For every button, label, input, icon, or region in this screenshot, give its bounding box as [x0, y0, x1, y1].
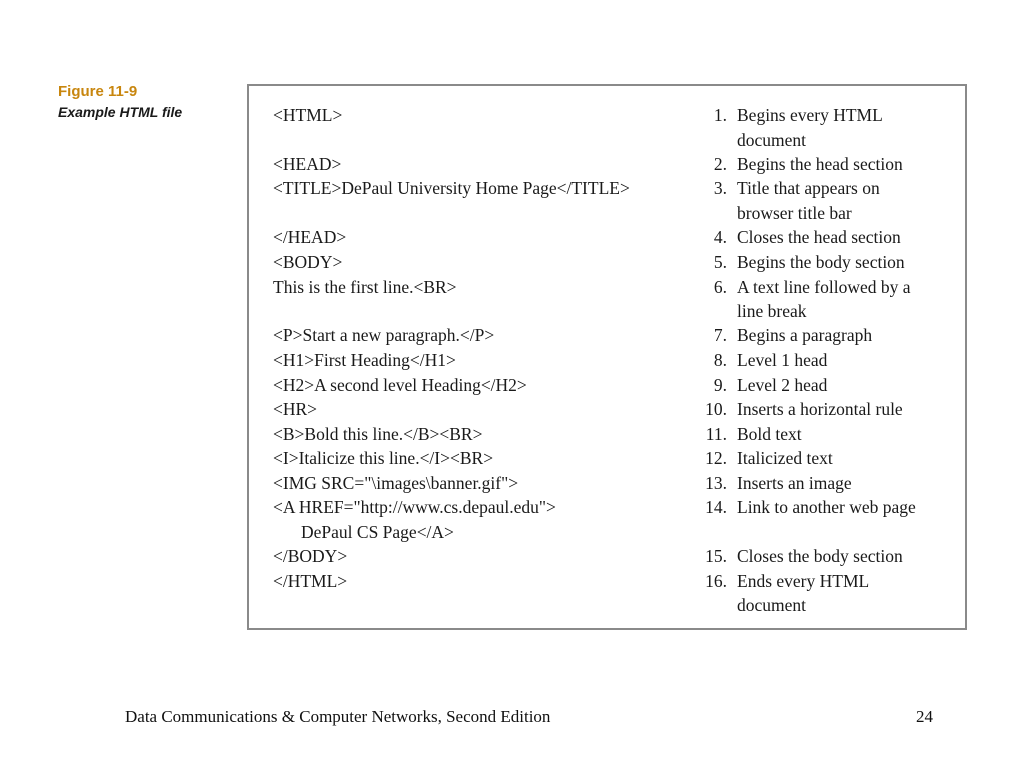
note-text: Closes the head section	[737, 227, 901, 247]
code-line: <IMG SRC="\images\banner.gif">	[273, 473, 519, 493]
code-line: <HTML>	[273, 105, 343, 125]
note-number: 8.	[713, 350, 727, 370]
code-line: </HTML>	[273, 571, 348, 591]
note-text: Closes the body section	[737, 546, 903, 566]
note-number: 1.	[713, 105, 727, 125]
footer-page-number: 24	[916, 707, 933, 726]
note-text: Italicized text	[737, 448, 833, 468]
figure-title: Example HTML file	[58, 104, 183, 120]
note-text: Begins every HTML	[737, 105, 883, 125]
code-line: <P>Start a new paragraph.</P>	[273, 325, 495, 345]
note-text: Link to another web page	[737, 497, 916, 517]
footer-book-title: Data Communications & Computer Networks, Second Edition	[125, 707, 551, 726]
code-line: <B>Bold this line.</B><BR>	[273, 424, 483, 444]
note-number: 16.	[705, 571, 727, 591]
note-text: A text line followed by a	[737, 277, 911, 297]
note-number: 2.	[713, 154, 727, 174]
code-line: DePaul CS Page</A>	[301, 522, 454, 542]
note-number: 5.	[713, 252, 727, 272]
code-line: <TITLE>DePaul University Home Page</TITLE>	[273, 178, 630, 198]
code-line: </HEAD>	[273, 227, 347, 247]
note-text: Begins the head section	[737, 154, 903, 174]
note-text: Inserts an image	[737, 473, 852, 493]
note-text: Inserts a horizontal rule	[737, 399, 903, 419]
note-number: 11.	[705, 424, 727, 444]
code-line: <H2>A second level Heading</H2>	[273, 375, 527, 395]
figure-caption	[58, 82, 182, 122]
code-line: This is the first line.<BR>	[273, 277, 457, 297]
note-text: document	[737, 595, 807, 615]
note-text: Bold text	[737, 424, 802, 444]
code-line: <H1>First Heading</H1>	[273, 350, 456, 370]
figure-number: Figure 11-9	[58, 83, 138, 100]
note-text: Begins a paragraph	[737, 325, 873, 345]
note-number: 12.	[705, 448, 727, 468]
code-line: <BODY>	[273, 252, 343, 272]
code-line: </BODY>	[273, 546, 348, 566]
note-text: Level 1 head	[737, 350, 828, 370]
note-text: document	[737, 130, 807, 150]
code-line: <HR>	[273, 399, 318, 419]
code-line: <I>Italicize this line.</I><BR>	[273, 448, 494, 468]
note-text: browser title bar	[737, 203, 852, 223]
note-number: 10.	[705, 399, 727, 419]
note-text: Ends every HTML	[737, 571, 870, 591]
note-number: 6.	[713, 277, 727, 297]
note-number: 15.	[705, 546, 727, 566]
code-line: <HEAD>	[273, 154, 342, 174]
note-number: 13.	[705, 473, 727, 493]
code-box	[247, 84, 967, 630]
note-text: Title that appears on	[737, 178, 880, 198]
note-text: Begins the body section	[737, 252, 905, 272]
note-number: 4.	[713, 227, 727, 247]
code-line: <A HREF="http://www.cs.depaul.edu">	[273, 497, 556, 517]
note-text: line break	[737, 301, 807, 321]
note-number: 7.	[713, 325, 727, 345]
note-text: Level 2 head	[737, 375, 828, 395]
note-number: 14.	[705, 497, 727, 517]
note-number: 9.	[713, 375, 727, 395]
note-number: 3.	[713, 178, 727, 198]
